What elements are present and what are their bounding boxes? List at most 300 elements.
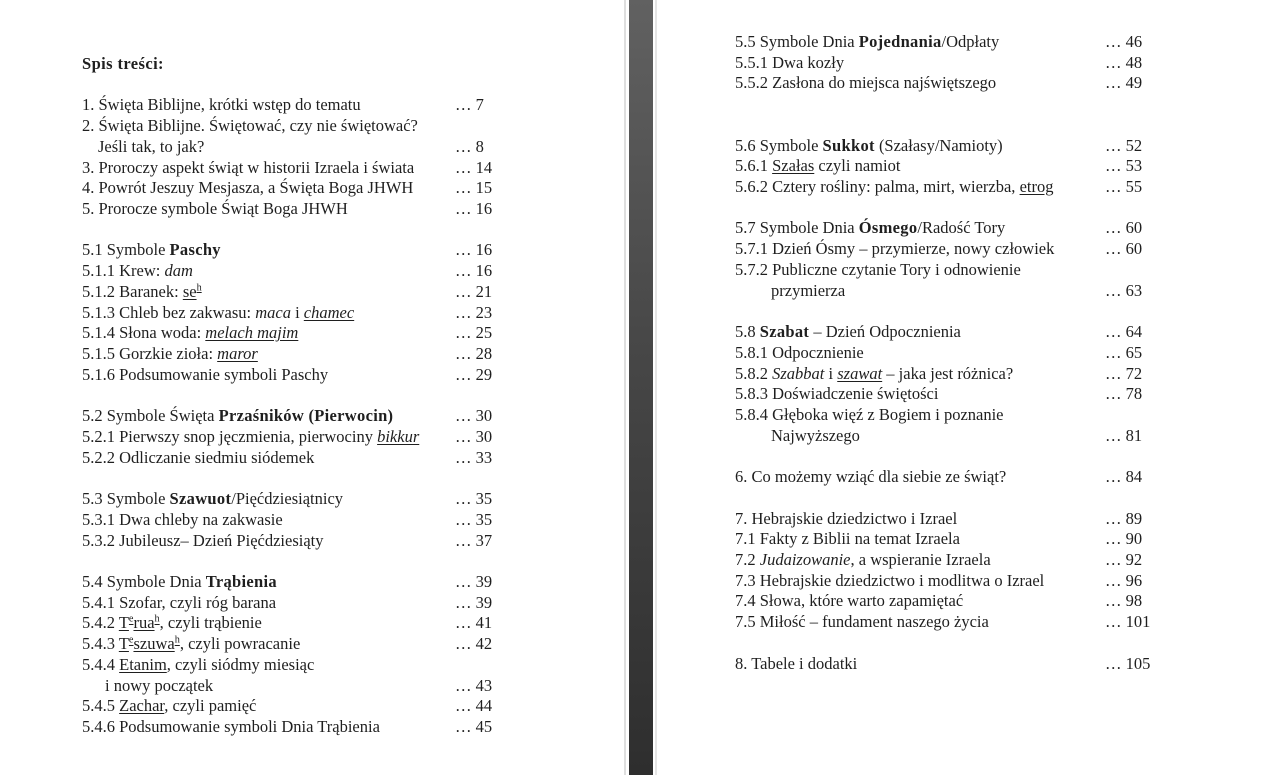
toc-entry-page bbox=[455, 613, 492, 634]
toc-text-segment: /Radość Tory bbox=[917, 218, 1006, 238]
page-number: 39 bbox=[471, 571, 493, 591]
page-number: 42 bbox=[471, 634, 493, 654]
page-number: 105 bbox=[1121, 653, 1151, 673]
toc-entry-page bbox=[455, 593, 492, 614]
page-number: 16 bbox=[471, 199, 493, 219]
toc-text-segment: e bbox=[128, 613, 134, 625]
book-spine-divider bbox=[629, 0, 653, 775]
toc-entry bbox=[735, 177, 1255, 198]
toc-content-right bbox=[735, 32, 1255, 674]
toc-text-segment: , czyli siódmy miesiąc bbox=[166, 654, 315, 674]
toc-entry bbox=[82, 178, 582, 199]
toc-entry-title bbox=[735, 239, 1054, 260]
page-number: 35 bbox=[471, 509, 493, 529]
toc-text-segment: szawat bbox=[837, 363, 883, 383]
toc-text-segment: 5.8.4 Głęboka więź z Bogiem i poznanie bbox=[735, 404, 1004, 424]
toc-entry-title bbox=[735, 177, 1053, 198]
toc-entry-page bbox=[1105, 218, 1142, 239]
toc-entry-title bbox=[82, 427, 419, 448]
toc-entry-title bbox=[82, 572, 277, 593]
toc-text-segment: 5.6.2 Cztery rośliny: palma, mirt, wierzba, bbox=[735, 177, 1020, 197]
toc-text-segment: dam bbox=[164, 261, 193, 281]
toc-entry bbox=[735, 612, 1255, 633]
leader-dots: … bbox=[455, 261, 472, 281]
toc-entry-title bbox=[82, 261, 193, 282]
toc-text-segment: 5.4.2 bbox=[82, 613, 119, 633]
toc-text-segment: 7. Hebrajskie dziedzictwo i Izrael bbox=[735, 508, 958, 528]
toc-text-segment: chamec bbox=[303, 302, 355, 322]
leader-dots: … bbox=[1105, 73, 1122, 93]
page-number: 53 bbox=[1121, 156, 1143, 176]
toc-text-segment: Szabat bbox=[759, 322, 810, 342]
toc-entry bbox=[735, 364, 1255, 385]
toc-entry-page bbox=[1105, 53, 1142, 74]
toc-text-segment: 7.3 Hebrajskie dziedzictwo i modlitwa o Izrael bbox=[735, 570, 1045, 590]
toc-entry-page bbox=[455, 448, 492, 469]
toc-entry-title bbox=[82, 593, 276, 614]
page-number: 29 bbox=[471, 364, 493, 384]
toc-entry-title bbox=[735, 509, 957, 530]
leader-dots: … bbox=[1105, 156, 1122, 176]
toc-entry-title bbox=[735, 260, 1021, 281]
toc-text-segment: Ósmego bbox=[858, 218, 918, 238]
toc-entry bbox=[82, 323, 582, 344]
toc-entry bbox=[82, 199, 582, 220]
toc-text-segment: T bbox=[118, 634, 129, 654]
leader-dots: … bbox=[1105, 342, 1122, 362]
toc-text-segment: Judaizowanie bbox=[759, 549, 851, 569]
toc-entry-page bbox=[455, 137, 484, 158]
leader-dots: … bbox=[1105, 425, 1122, 445]
toc-text-segment: 5.4.3 bbox=[82, 634, 119, 654]
leader-dots: … bbox=[455, 136, 472, 156]
leader-dots: … bbox=[1105, 591, 1122, 611]
toc-gap bbox=[82, 220, 582, 241]
toc-entry-title bbox=[735, 571, 1044, 592]
toc-entry bbox=[82, 137, 582, 158]
leader-dots: … bbox=[455, 696, 472, 716]
toc-entry-title bbox=[82, 634, 300, 655]
leader-dots: … bbox=[455, 178, 472, 198]
toc-entry-title bbox=[735, 32, 999, 53]
page-number: 48 bbox=[1121, 52, 1143, 72]
toc-text-segment: rua bbox=[133, 613, 155, 633]
toc-entry-title bbox=[735, 322, 961, 343]
page-number: 60 bbox=[1121, 239, 1143, 259]
page-number: 64 bbox=[1121, 322, 1143, 342]
toc-gap bbox=[735, 115, 1255, 136]
toc-entry bbox=[735, 32, 1255, 53]
toc-text-segment: 5.1.3 Chleb bez zakwasu: bbox=[82, 302, 256, 322]
toc-entry-title bbox=[735, 467, 1006, 488]
toc-text-segment: 5.1.4 Słona woda: bbox=[82, 323, 206, 343]
toc-text-segment: 5.6 Symbole bbox=[735, 135, 823, 155]
toc-text-segment: Szałas bbox=[772, 156, 815, 176]
leader-dots: … bbox=[455, 344, 472, 364]
page-number: 55 bbox=[1121, 177, 1143, 197]
toc-text-segment: przymierza bbox=[771, 280, 846, 300]
leader-dots: … bbox=[455, 675, 472, 695]
leader-dots: … bbox=[455, 489, 472, 509]
toc-text-segment: 5.8.1 Odpocznienie bbox=[735, 342, 864, 362]
toc-entry bbox=[82, 448, 582, 469]
toc-text-segment: maca bbox=[255, 302, 291, 322]
page-number: 44 bbox=[471, 696, 493, 716]
toc-entry-page bbox=[1105, 343, 1142, 364]
toc-entry bbox=[735, 239, 1255, 260]
leader-dots: … bbox=[455, 95, 472, 115]
page-number: 46 bbox=[1121, 32, 1143, 51]
toc-entry bbox=[735, 509, 1255, 530]
toc-entry-title bbox=[82, 95, 361, 116]
toc-entry bbox=[735, 550, 1255, 571]
page-number: 81 bbox=[1121, 425, 1143, 445]
toc-entry-page bbox=[455, 95, 484, 116]
leader-dots: … bbox=[1105, 322, 1122, 342]
toc-text-segment: /Pięćdziesiątnicy bbox=[231, 489, 344, 509]
toc-text-segment: 5.8.3 Doświadczenie świętości bbox=[735, 384, 939, 404]
toc-entry-title bbox=[735, 591, 963, 612]
toc-entry bbox=[735, 136, 1255, 157]
toc-entry bbox=[82, 116, 582, 137]
toc-entry-title bbox=[82, 344, 258, 365]
toc-entry-page bbox=[455, 572, 492, 593]
toc-text-segment: 5.7 Symbole Dnia bbox=[735, 218, 859, 238]
leader-dots: … bbox=[455, 613, 472, 633]
page-number: 7 bbox=[471, 95, 484, 115]
toc-text-segment: 5.2.1 Pierwszy snop jęczmienia, pierwociny bbox=[82, 426, 378, 446]
toc-entry bbox=[82, 303, 582, 324]
toc-entry-page bbox=[455, 158, 492, 179]
toc-page-right bbox=[656, 0, 1280, 775]
leader-dots: … bbox=[1105, 653, 1122, 673]
page-number: 101 bbox=[1121, 612, 1151, 632]
toc-entry-title bbox=[735, 73, 996, 94]
toc-entry-title bbox=[735, 426, 860, 447]
toc-entry-title bbox=[735, 654, 857, 675]
toc-text-segment: szuwa bbox=[133, 634, 175, 654]
toc-text-segment: 5.3.1 Dwa chleby na zakwasie bbox=[82, 509, 283, 529]
page-number: 15 bbox=[471, 178, 493, 198]
page-number: 43 bbox=[471, 675, 493, 695]
toc-entry-title bbox=[735, 281, 845, 302]
page-number: 60 bbox=[1121, 218, 1143, 238]
toc-text-segment: /Odpłaty bbox=[941, 32, 1000, 51]
toc-text-segment: h bbox=[154, 613, 160, 625]
leader-dots: … bbox=[1105, 467, 1122, 487]
page-number: 37 bbox=[471, 530, 493, 550]
toc-text-segment: 5.2.2 Odliczanie siedmiu siódemek bbox=[82, 447, 315, 467]
toc-text-segment: , czyli powracanie bbox=[179, 634, 301, 654]
toc-entry-title bbox=[82, 448, 314, 469]
toc-entry bbox=[735, 591, 1255, 612]
toc-gap bbox=[82, 386, 582, 407]
toc-entry bbox=[82, 572, 582, 593]
toc-entry bbox=[82, 406, 582, 427]
leader-dots: … bbox=[455, 281, 472, 301]
toc-entry bbox=[735, 467, 1255, 488]
toc-text-segment: 5.4.6 Podsumowanie symboli Dnia Trąbienia bbox=[82, 717, 380, 736]
toc-text-segment: 5.5 Symbole Dnia bbox=[735, 32, 859, 51]
toc-text-segment: 5.3 Symbole bbox=[82, 489, 170, 509]
toc-text-segment: Etanim bbox=[119, 654, 167, 674]
leader-dots: … bbox=[1105, 529, 1122, 549]
toc-entry-title bbox=[735, 343, 864, 364]
toc-text-segment: , czyli pamięć bbox=[164, 696, 257, 716]
page-number: 89 bbox=[1121, 508, 1143, 528]
toc-entry bbox=[735, 53, 1255, 74]
leader-dots: … bbox=[1105, 135, 1122, 155]
toc-entry-page bbox=[1105, 550, 1142, 571]
toc-entry-page bbox=[1105, 467, 1142, 488]
toc-text-segment: 5.6.1 bbox=[735, 156, 773, 176]
leader-dots: … bbox=[1105, 363, 1122, 383]
toc-entry-title bbox=[82, 137, 204, 158]
toc-entry bbox=[735, 343, 1255, 364]
page-number: 65 bbox=[1121, 342, 1143, 362]
leader-dots: … bbox=[455, 302, 472, 322]
toc-text-segment: 5.1.1 Krew: bbox=[82, 261, 165, 281]
page-number: 8 bbox=[471, 136, 484, 156]
toc-entry-title bbox=[82, 240, 221, 261]
toc-entry-title bbox=[735, 156, 900, 177]
toc-entry bbox=[735, 405, 1255, 426]
toc-entry bbox=[82, 655, 582, 676]
toc-entry bbox=[82, 489, 582, 510]
toc-entry-page bbox=[1105, 529, 1142, 550]
page-number: 14 bbox=[471, 157, 493, 177]
toc-gap bbox=[82, 468, 582, 489]
toc-gap bbox=[82, 551, 582, 572]
leader-dots: … bbox=[1105, 177, 1122, 197]
toc-entry bbox=[82, 344, 582, 365]
toc-text-segment: 5.7.2 Publiczne czytanie Tory i odnowienie bbox=[735, 259, 1021, 279]
toc-entry-page bbox=[455, 427, 492, 448]
toc-text-segment: Jeśli tak, to jak? bbox=[98, 136, 205, 156]
toc-entry-title bbox=[82, 365, 328, 386]
toc-entry-page bbox=[1105, 136, 1142, 157]
page-number: 84 bbox=[1121, 467, 1143, 487]
toc-entry-page bbox=[455, 344, 492, 365]
toc-entry bbox=[82, 531, 582, 552]
toc-entry-page bbox=[1105, 239, 1142, 260]
leader-dots: … bbox=[1105, 384, 1122, 404]
toc-text-segment: Sukkot bbox=[822, 135, 875, 155]
toc-entry-page bbox=[455, 323, 492, 344]
page-edge-line-left bbox=[624, 0, 626, 775]
toc-entry-page bbox=[455, 261, 492, 282]
page-number: 52 bbox=[1121, 135, 1143, 155]
toc-entry-page bbox=[1105, 384, 1142, 405]
toc-text-segment: e bbox=[128, 634, 134, 646]
toc-entry-page bbox=[1105, 571, 1142, 592]
toc-text-segment: etrog bbox=[1019, 177, 1054, 197]
toc-entry bbox=[82, 158, 582, 179]
toc-entries-right bbox=[735, 32, 1255, 674]
toc-text-segment: 5.4.4 bbox=[82, 654, 120, 674]
toc-title: Spis treści: bbox=[82, 54, 164, 73]
page-number: 96 bbox=[1121, 570, 1143, 590]
toc-text-segment: Przaśników (Pierwocin) bbox=[218, 406, 394, 426]
toc-text-segment: 4. Powrót Jeszuy Mesjasza, a Święta Boga JHWH bbox=[82, 178, 414, 198]
toc-entry-page bbox=[455, 489, 492, 510]
toc-entry-page bbox=[1105, 426, 1142, 447]
toc-entry-page bbox=[1105, 322, 1142, 343]
leader-dots: … bbox=[1105, 508, 1122, 528]
toc-text-segment: 6. Co możemy wziąć dla siebie ze świąt? bbox=[735, 467, 1007, 487]
toc-text-segment: Pojednania bbox=[858, 32, 942, 51]
toc-entry-title bbox=[735, 529, 960, 550]
toc-text-segment: , czyli trąbienie bbox=[159, 613, 262, 633]
page-number: 49 bbox=[1121, 73, 1143, 93]
page-number: 16 bbox=[471, 261, 493, 281]
toc-entry-title bbox=[735, 405, 1004, 426]
toc-text-segment: 1. Święta Biblijne, krótki wstęp do tematu bbox=[82, 95, 361, 115]
toc-gap bbox=[735, 198, 1255, 219]
toc-entry-title bbox=[82, 489, 343, 510]
toc-entry-page bbox=[1105, 73, 1142, 94]
toc-entry-title bbox=[82, 406, 393, 427]
leader-dots: … bbox=[455, 530, 472, 550]
toc-entry-page bbox=[455, 178, 492, 199]
toc-entry-page bbox=[1105, 32, 1142, 53]
page-number: 30 bbox=[471, 406, 493, 426]
leader-dots: … bbox=[455, 240, 472, 260]
page-number: 39 bbox=[471, 592, 493, 612]
toc-page-left bbox=[0, 0, 620, 775]
toc-text-segment: 3. Proroczy aspekt świąt w historii Izraela i świata bbox=[82, 157, 415, 177]
toc-text-segment: 7.5 Miłość – fundament naszego życia bbox=[735, 612, 989, 632]
toc-text-segment: – jaka jest różnica? bbox=[882, 363, 1014, 383]
toc-entry bbox=[735, 654, 1255, 675]
toc-text-segment: 5.4.1 Szofar, czyli róg barana bbox=[82, 592, 277, 612]
toc-entry-title bbox=[82, 510, 283, 531]
page-number: 21 bbox=[471, 281, 493, 301]
toc-text-segment: Zachar bbox=[119, 696, 165, 716]
toc-entry-page bbox=[455, 510, 492, 531]
toc-entry bbox=[735, 529, 1255, 550]
page-number: 92 bbox=[1121, 549, 1143, 569]
toc-entry-title bbox=[735, 384, 938, 405]
toc-entry-title bbox=[82, 178, 413, 199]
leader-dots: … bbox=[1105, 32, 1122, 51]
page-number: 63 bbox=[1121, 280, 1143, 300]
toc-entry bbox=[82, 365, 582, 386]
toc-entry bbox=[735, 156, 1255, 177]
toc-entry bbox=[82, 593, 582, 614]
toc-entry-title bbox=[82, 531, 323, 552]
leader-dots: … bbox=[455, 323, 472, 343]
toc-entry-title bbox=[82, 303, 354, 324]
toc-entry-page bbox=[455, 282, 492, 303]
toc-entry-page bbox=[455, 717, 492, 738]
toc-entry bbox=[82, 282, 582, 303]
toc-gap bbox=[735, 488, 1255, 509]
toc-text-segment: 5.1.6 Podsumowanie symboli Paschy bbox=[82, 364, 329, 384]
toc-entry-title bbox=[82, 199, 348, 220]
toc-text-segment: 7.2 bbox=[735, 549, 760, 569]
page-number: 78 bbox=[1121, 384, 1143, 404]
toc-entry-page bbox=[1105, 364, 1142, 385]
toc-entry bbox=[82, 427, 582, 448]
leader-dots: … bbox=[1105, 280, 1122, 300]
leader-dots: … bbox=[455, 592, 472, 612]
toc-entry-page bbox=[1105, 281, 1142, 302]
toc-text-segment: 5.3.2 Jubileusz– Dzień Pięćdziesiąty bbox=[82, 530, 324, 550]
toc-entry-page bbox=[455, 531, 492, 552]
toc-text-segment: i bbox=[290, 302, 304, 322]
toc-text-segment: 2. Święta Biblijne. Świętować, czy nie świętować? bbox=[82, 116, 418, 136]
leader-dots: … bbox=[455, 364, 472, 384]
toc-text-segment: 8. Tabele i dodatki bbox=[735, 653, 858, 673]
toc-entry-page bbox=[1105, 177, 1142, 198]
toc-gap bbox=[735, 633, 1255, 654]
toc-text-segment: 5.4 Symbole Dnia bbox=[82, 571, 206, 591]
toc-gap bbox=[735, 94, 1255, 115]
toc-entry-page bbox=[455, 365, 492, 386]
toc-entry bbox=[82, 261, 582, 282]
toc-entry-page bbox=[1105, 509, 1142, 530]
toc-entry-page bbox=[1105, 612, 1150, 633]
toc-entry-page bbox=[455, 696, 492, 717]
toc-entry-page bbox=[1105, 591, 1142, 612]
toc-text-segment: 5.5.2 Zasłona do miejsca najświętszego bbox=[735, 73, 997, 93]
toc-entry bbox=[82, 240, 582, 261]
toc-entry-title bbox=[82, 613, 262, 634]
toc-text-segment: h bbox=[196, 282, 202, 294]
leader-dots: … bbox=[455, 157, 472, 177]
toc-text-segment: Trąbienia bbox=[205, 571, 277, 591]
toc-entry-title bbox=[735, 136, 1003, 157]
toc-text-segment: Najwyższego bbox=[771, 425, 860, 445]
page-number: 16 bbox=[471, 240, 493, 260]
page-number: 23 bbox=[471, 302, 493, 322]
leader-dots: … bbox=[455, 634, 472, 654]
toc-text-segment: 5.2 Symbole Święta bbox=[82, 406, 219, 426]
page-number: 41 bbox=[471, 613, 493, 633]
toc-entry-page bbox=[455, 676, 492, 697]
toc-text-segment: 5.4.5 bbox=[82, 696, 120, 716]
leader-dots: … bbox=[455, 426, 472, 446]
toc-text-segment: 7.1 Fakty z Biblii na temat Izraela bbox=[735, 529, 960, 549]
toc-text-segment: maror bbox=[217, 344, 258, 364]
toc-text-segment: i bbox=[824, 363, 838, 383]
toc-text-segment: – Dzień Odpocznienia bbox=[809, 322, 961, 342]
leader-dots: … bbox=[1105, 570, 1122, 590]
toc-entry bbox=[735, 322, 1255, 343]
toc-entry-title bbox=[82, 696, 256, 717]
toc-entry bbox=[82, 95, 582, 116]
toc-entry-title bbox=[735, 612, 989, 633]
toc-text-segment: 5.1 Symbole bbox=[82, 240, 170, 260]
toc-entry bbox=[735, 260, 1255, 281]
leader-dots: … bbox=[1105, 239, 1122, 259]
toc-entry bbox=[82, 510, 582, 531]
toc-text-segment: 5.1.2 Baranek: bbox=[82, 281, 183, 301]
toc-gap bbox=[82, 75, 582, 96]
toc-entry-page bbox=[1105, 654, 1150, 675]
toc-text-segment: , a wspieranie Izraela bbox=[850, 549, 991, 569]
toc-entry bbox=[735, 73, 1255, 94]
toc-text-segment: melach majim bbox=[205, 323, 299, 343]
leader-dots: … bbox=[1105, 218, 1122, 238]
toc-gap bbox=[735, 446, 1255, 467]
toc-text-segment: 5.8.2 bbox=[735, 363, 773, 383]
toc-text-segment: 5.1.5 Gorzkie zioła: bbox=[82, 344, 218, 364]
toc-entry-page bbox=[455, 303, 492, 324]
toc-text-segment: bikkur bbox=[377, 426, 420, 446]
toc-entry-title bbox=[82, 158, 414, 179]
